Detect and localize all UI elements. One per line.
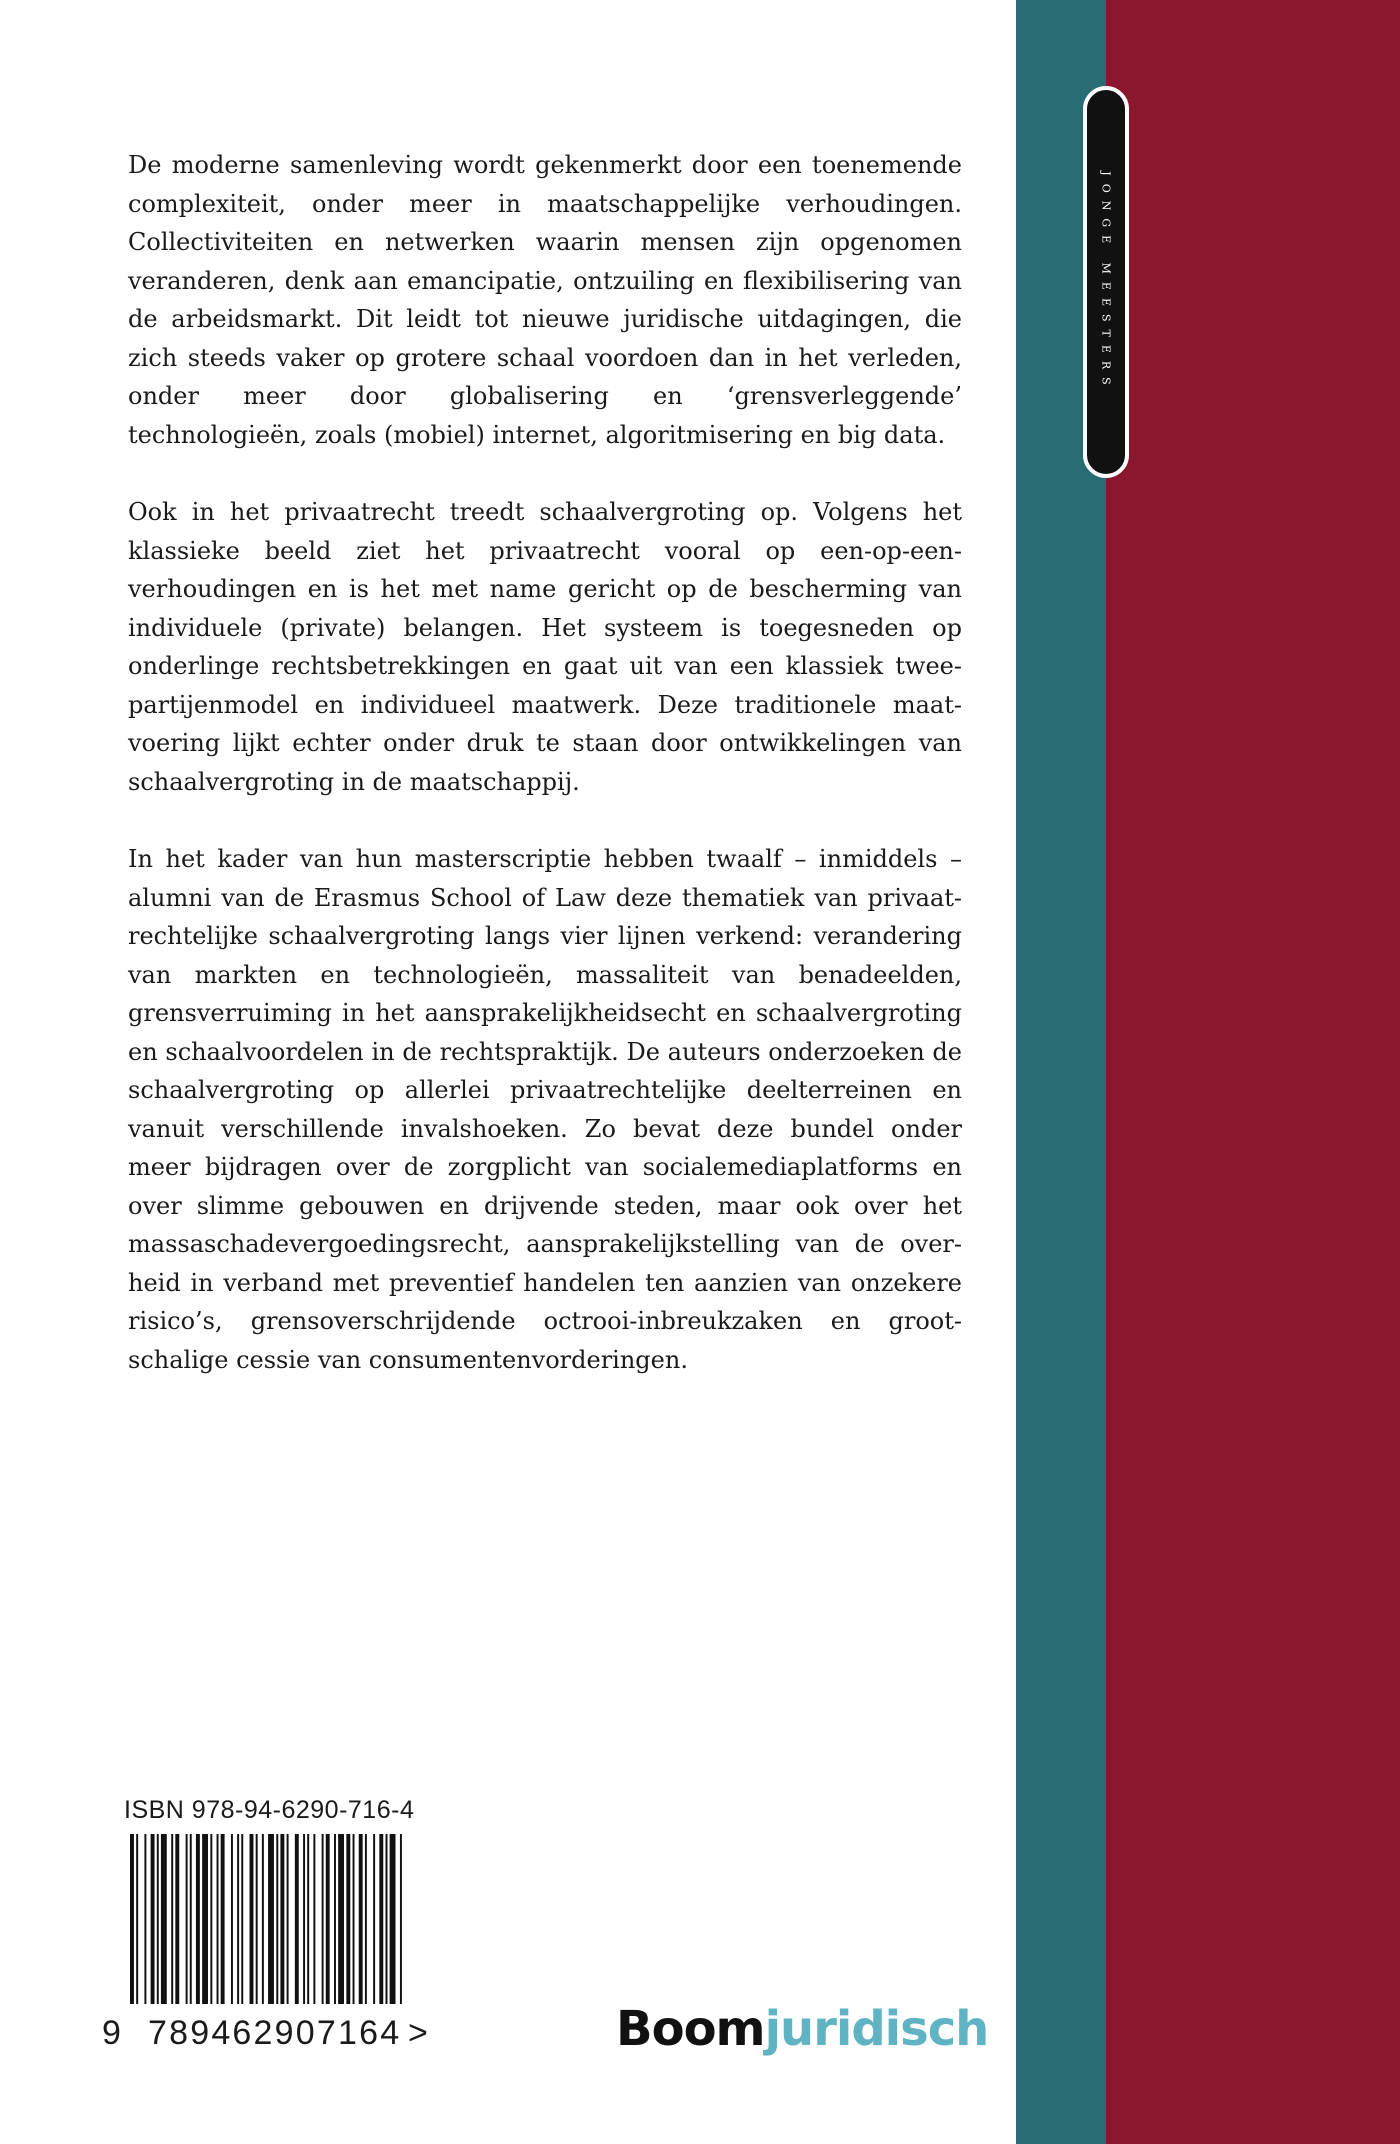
barcode-bar xyxy=(144,1834,146,2004)
barcode-bar xyxy=(334,1834,336,2004)
publisher-logo-boom: Boom xyxy=(616,2001,765,2057)
barcode-bar xyxy=(353,1834,355,2004)
barcode-bar xyxy=(373,1834,375,2004)
publisher-logo xyxy=(616,2001,988,2057)
barcode-digits: 789462907164 xyxy=(148,2014,402,2052)
barcode-bar xyxy=(280,1834,284,2004)
barcode-bar xyxy=(171,1834,173,2004)
barcode-arrow: > xyxy=(408,2014,428,2052)
barcode-bar xyxy=(338,1834,344,2004)
barcode-bar xyxy=(151,1834,155,2004)
blurb-paragraph-1: De moderne samenleving wordt gekenmerkt door een toenemende complexiteit, onder meer in maatschappelijke verhoudingen. Collectiviteiten en netwerken waarin mensen zijn opgenomen veranderen, denk aan emancipatie, ontzuiling en flexibilisering van de arbeidsmarkt. Dit leidt tot nieuwe juridische uitdagingen, die zich steeds vaker op grotere schaal voordoen dan in het verleden, onder meer door globalisering en ‘grensverleggende’ technologieën, zoals (mobiel) internet, algoritmisering en big data. xyxy=(128,151,962,449)
barcode-bar xyxy=(196,1834,200,2004)
barcode-bar xyxy=(241,1834,243,2004)
barcode-bar xyxy=(262,1834,264,2004)
barcode-bar xyxy=(250,1834,254,2004)
barcode-bar xyxy=(287,1834,289,2004)
barcode-bar xyxy=(237,1834,239,2004)
barcode-bar xyxy=(130,1834,134,2004)
barcode-bar xyxy=(202,1834,208,2004)
barcode-bar xyxy=(313,1834,315,2004)
barcode-bar xyxy=(256,1834,258,2004)
barcode-bar xyxy=(322,1834,324,2004)
barcode-bar xyxy=(136,1834,138,2004)
barcode-bar xyxy=(390,1834,396,2004)
barcode-bar xyxy=(379,1834,383,2004)
barcode-bar xyxy=(231,1834,233,2004)
barcode-bar xyxy=(157,1834,159,2004)
barcode-bar xyxy=(359,1834,363,2004)
barcode-bar xyxy=(210,1834,212,2004)
barcode-bar xyxy=(365,1834,367,2004)
isbn-label: ISBN 978-94-6290-716-4 xyxy=(124,1796,415,1824)
barcode xyxy=(130,1834,402,2004)
series-label-tab xyxy=(1083,86,1129,478)
barcode-bar xyxy=(326,1834,330,2004)
blurb-paragraph-3: In het kader van hun masterscriptie hebben twaalf – inmiddels – alumni van de Erasmus School of Law deze thematiek van privaat-rechtelijke schaalvergroting langs vier lijnen verkend: verandering van markten en technologieën, massaliteit van benadeelden, grensverruiming in het aansprakelijkheidsecht en schaalvergroting en schaalvoordelen in de rechtspraktijk. De auteurs onderzoeken de schaalvergroting op allerlei privaatrechtelijke deelterreinen en vanuit verschillende invalshoeken. Zo bevat deze bundel onder meer bijdragen over de zorgplicht van socialemediaplatforms en over slimme gebouwen en drijvende steden, maar ook over het massaschadevergoedingsrecht, aansprakelijkstelling van de over-heid in verband met preventief handelen ten aanzien van onzekere risico’s, grensoverschrijdende octrooi-inbreukzaken en groot-schalige cessie van consumentenvorderingen. xyxy=(128,845,962,1374)
barcode-bar xyxy=(295,1834,299,2004)
barcode-bar xyxy=(175,1834,179,2004)
red-spine-stripe xyxy=(1106,0,1400,2144)
barcode-first-digit: 9 xyxy=(102,2014,121,2052)
barcode-bar xyxy=(400,1834,402,2004)
barcode-bar xyxy=(186,1834,188,2004)
blurb-paragraph-2: Ook in het privaatrecht treedt schaalvergroting op. Volgens het klassieke beeld ziet het privaatrecht vooral op een-op-een-verhoudingen en is het met name gericht op de bescherming van individuele (private) belangen. Het systeem is toegesneden op onderlinge rechtsbetrekkingen en gaat uit van een klassiek twee-partijenmodel en individueel maatwerk. Deze traditionele maat-voering lijkt echter onder druk te staan door ontwikkelingen van schaalvergroting in de maatschappij. xyxy=(128,498,962,796)
barcode-bar xyxy=(303,1834,305,2004)
barcode-bar xyxy=(268,1834,274,2004)
barcode-bar xyxy=(386,1834,388,2004)
barcode-bar xyxy=(161,1834,167,2004)
barcode-bar xyxy=(307,1834,309,2004)
barcode-bar xyxy=(346,1834,350,2004)
barcode-bar xyxy=(221,1834,225,2004)
barcode-bar xyxy=(190,1834,192,2004)
series-label: JONGE MEESTERS xyxy=(1099,171,1113,393)
blurb-text xyxy=(128,146,962,1418)
barcode-bar xyxy=(276,1834,278,2004)
barcode-bar xyxy=(217,1834,219,2004)
publisher-logo-juridisch: juridisch xyxy=(764,2001,989,2057)
